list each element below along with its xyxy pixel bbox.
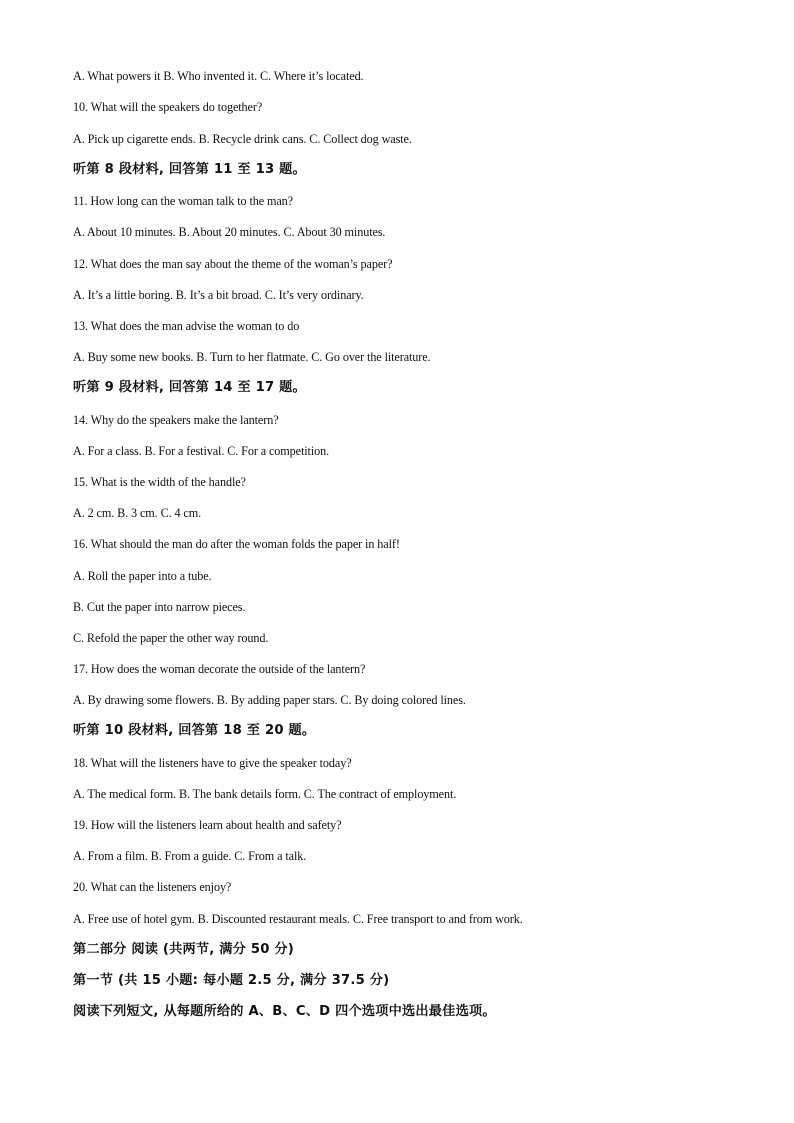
- q12-question: 12. What does the man say about the theme of the woman’s paper?: [73, 257, 393, 271]
- part-two-heading: 第二部分 阅读 (共两节, 满分 50 分): [73, 942, 295, 957]
- q18-question: 18. What will the listeners have to give the speaker today?: [73, 756, 352, 770]
- q12-options: A. It’s a little boring. B. It’s a bit broad. C. It’s very ordinary.: [73, 288, 364, 302]
- section-8-heading: 听第 8 段材料, 回答第 11 至 13 题。: [73, 162, 306, 177]
- section-one-heading: 第一节 (共 15 小题: 每小题 2.5 分, 满分 37.5 分): [73, 973, 390, 988]
- q10-question: 10. What will the speakers do together?: [73, 100, 263, 114]
- q20-question: 20. What can the listeners enjoy?: [73, 880, 232, 894]
- q20-options: A. Free use of hotel gym. B. Discounted restaurant meals. C. Free transport to and from work.: [73, 912, 523, 926]
- q15-options: A. 2 cm. B. 3 cm. C. 4 cm.: [73, 506, 202, 520]
- q19-question: 19. How will the listeners learn about health and safety?: [73, 818, 342, 832]
- q16-option-b: B. Cut the paper into narrow pieces.: [73, 600, 246, 614]
- q10-options: A. Pick up cigarette ends. B. Recycle drink cans. C. Collect dog waste.: [73, 132, 412, 146]
- q16-option-a: A. Roll the paper into a tube.: [73, 569, 212, 583]
- q18-options: A. The medical form. B. The bank details form. C. The contract of employment.: [73, 787, 457, 801]
- q11-question: 11. How long can the woman talk to the man?: [73, 194, 293, 208]
- q9-options: A. What powers it B. Who invented it. C. Where it’s located.: [73, 69, 364, 83]
- q17-options: A. By drawing some flowers. B. By adding paper stars. C. By doing colored lines.: [73, 693, 466, 707]
- q11-options: A. About 10 minutes. B. About 20 minutes. C. About 30 minutes.: [73, 225, 386, 239]
- reading-instructions: 阅读下列短文, 从每题所给的 A、B、C、D 四个选项中选出最佳选项。: [73, 1004, 496, 1019]
- q13-question: 13. What does the man advise the woman to do: [73, 319, 300, 333]
- q19-options: A. From a film. B. From a guide. C. From a talk.: [73, 849, 307, 863]
- q14-question: 14. Why do the speakers make the lantern?: [73, 413, 279, 427]
- q13-options: A. Buy some new books. B. Turn to her flatmate. C. Go over the literature.: [73, 350, 431, 364]
- section-10-heading: 听第 10 段材料, 回答第 18 至 20 题。: [73, 723, 316, 738]
- q16-option-c: C. Refold the paper the other way round.: [73, 631, 269, 645]
- q16-question: 16. What should the man do after the woman folds the paper in half!: [73, 537, 400, 551]
- q15-question: 15. What is the width of the handle?: [73, 475, 246, 489]
- q14-options: A. For a class. B. For a festival. C. For a competition.: [73, 444, 330, 458]
- q17-question: 17. How does the woman decorate the outside of the lantern?: [73, 662, 366, 676]
- section-9-heading: 听第 9 段材料, 回答第 14 至 17 题。: [73, 380, 306, 395]
